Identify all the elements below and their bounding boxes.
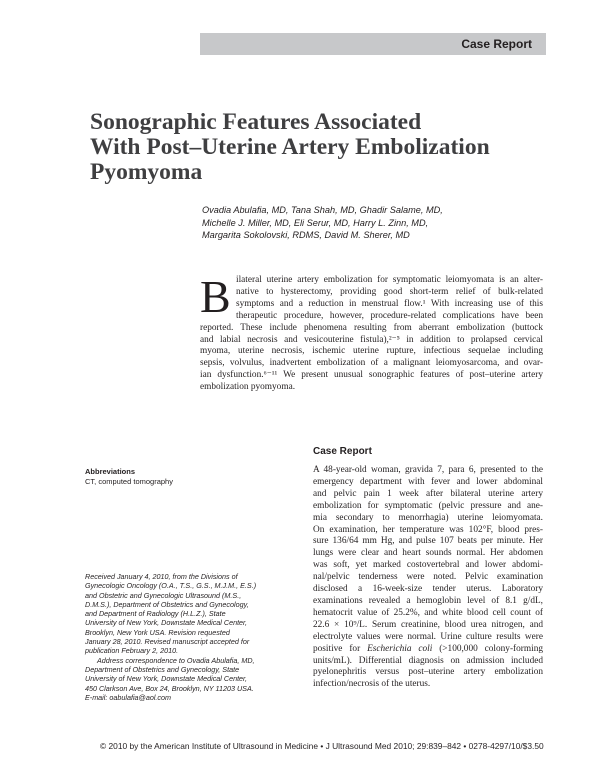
abstract-line: ilateral uterine artery embolization for symptomatic leiomyomata is an alter- [236,275,543,285]
section-band [200,33,546,55]
body-line: A 48-year-old woman, gravida 7, para 6, presented to the [313,465,543,475]
abstract-line: myoma, uterine necrosis, ischemic uterine rupture, infectious sequelae including [200,346,543,357]
abbreviations-box [85,467,173,487]
note-line: University of New York, Downstate Medical Center, [85,674,248,684]
page-footer: © 2010 by the American Institute of Ultrasound in Medicine • J Ultrasound Med 2010; 29:839–842 • 0278-4297/10/$3.50 [100,741,544,751]
body-line: positive for Escherichia coli (>100,000 colony-forming [313,643,543,654]
body-line: lungs were clear and heart sounds normal. Her abdomen [313,548,543,559]
title-line: Sonographic Features Associated [90,109,422,135]
body-line: pyelonephritis versus post–uterine artery embolization [313,667,543,678]
body-line: emergency department with fever and lower abdominal [313,476,543,487]
body-line: nal/pelvic tenderness were noted. Pelvic examination [313,572,543,583]
abstract-line: and labial necrosis and vesicouterine fistula),²⁻⁵ in addition to prolapsed cervical [200,334,543,345]
case-report-paragraph [313,465,543,691]
body-line: On examination, her temperature was 102°F, blood pres- [313,524,543,535]
title-line: Pyomyoma [90,159,203,185]
body-line: disclosed a 16-week-size tender uterus. Laboratory [313,584,543,595]
note-line: D.M.S.), Department of Obstetrics and Gynecology, [85,599,249,609]
author-line: Ovadia Abulafia, MD, Tana Shah, MD, Ghadir Salame, MD, [202,205,443,215]
body-line: hematocrit value of 25.2%, and white blood cell count of [313,607,543,618]
note-line: University of New York, Downstate Medical Center, [85,618,248,628]
abstract-line: embolization pyomyoma. [200,382,296,393]
body-line: electrolyte values were normal. Urine culture results were [313,631,543,642]
abstract-line: symptoms and a reduction in menstrual flow.¹ With increasing use of this [236,298,543,309]
body-line: 22.6 × 10⁹/L. Serum creatinine, blood urea nitrogen, and [313,619,543,630]
author-list [202,204,522,242]
note-line: Department of Obstetrics and Gynecology, State [85,664,240,674]
abstract-paragraph [200,271,543,394]
body-line: mia secondary to menorrhagia) uterine leiomyomata. [313,512,543,523]
note-line: Brooklyn, New York USA. Revision requested [85,627,230,637]
abbreviations-heading: Abbreviations [85,467,136,476]
received-note [85,572,300,702]
note-line: Received January 4, 2010, from the Divisions of [85,572,238,581]
body-line: units/mL). Differential diagnosis on admission included [313,655,543,666]
drop-cap: B [200,271,231,322]
abbreviations-text: CT, computed tomography [85,477,173,486]
note-line: Gynecologic Oncology (O.A., T.S., G.S., M.J.M., E.S.) [85,581,257,591]
body-line: and pelvic pain 1 week after bilateral uterine artery [313,488,543,499]
author-line: Margarita Sokolovski, RDMS, David M. Sherer, MD [202,230,410,241]
note-line: publication February 2, 2010. [85,646,179,656]
body-line: examinations revealed a hemoglobin level of 8.1 g/dL, [313,595,543,606]
note-line: and Department of Radiology (H.L.Z.), State [85,609,226,619]
case-report-heading: Case Report [313,446,372,457]
body-line: infection/necrosis of the uterus. [313,679,431,690]
abstract-line: reported. These include phenomena resulting from aberrant embolization (buttock [200,322,543,333]
abstract-line: native to hysterectomy, providing good short-term relief of bulk-related [236,286,543,297]
section-label: Case Report [461,37,532,51]
abstract-line: therapeutic procedure, however, procedure-related complications have been [236,310,543,321]
title-line: With Post–Uterine Artery Embolization [90,134,490,160]
note-line: and Obstetric and Gynecologic Ultrasound (M.S., [85,590,242,600]
author-line: Michelle J. Miller, MD, Eli Serur, MD, Harry L. Zinn, MD, [202,217,429,228]
note-line: January 28, 2010. Revised manuscript accepted for [85,637,250,647]
note-line: 450 Clarkson Ave, Box 24, Brooklyn, NY 11203 USA. [85,683,254,693]
email-link[interactable]: E-mail: oabulafia@aol.com [85,692,171,702]
body-line: embolization for symptomatic (pelvic pressure and ane- [313,500,543,511]
abstract-line: ian dysfunction.⁶⁻¹¹ We present unusual sonographic features of post–uterine artery [200,370,543,381]
body-line: was soft, yet marked costovertebral and lower abdomi- [313,560,543,571]
body-line: sure 136/64 mm Hg, and pulse 107 beats per minute. Her [313,536,543,547]
abstract-line: sepsis, volvulus, inadvertent embolization of a malignant leiomyosarcoma, and ovar- [200,358,543,369]
article-title [90,110,560,185]
note-line: Address correspondence to Ovadia Abulafia, MD, [97,655,255,665]
